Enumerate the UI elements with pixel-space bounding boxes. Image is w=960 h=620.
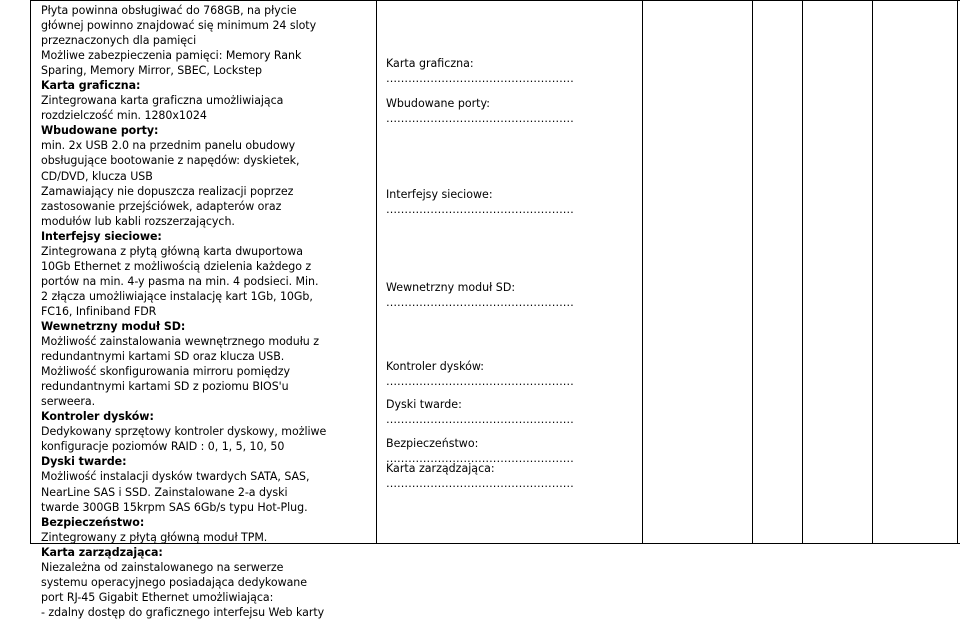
spec-line: 10Gb Ethernet z możliwością dzielenia każdego z <box>41 259 312 273</box>
spec-line: serweera. <box>41 395 96 409</box>
offer-field-label: Kontroler dysków: <box>386 360 484 373</box>
spec-line: systemu operacyjnego posiadająca dedykowane <box>41 575 308 589</box>
spec-line: obsługujące bootowanie z napędów: dyskietek, <box>41 154 300 168</box>
spec-line: przeznaczonych dla pamięci <box>41 34 197 48</box>
offer-field-fill[interactable]: …………………………………………… <box>386 296 574 309</box>
section-heading: Dyski twarde: <box>41 455 127 469</box>
offer-field-hard-disks <box>386 397 574 427</box>
offer-field-graphics <box>386 56 574 86</box>
offer-field-fill[interactable]: …………………………………………… <box>386 203 574 216</box>
section-heading: Interfejsy sieciowe: <box>41 229 162 243</box>
section-heading: Bezpieczeństwo: <box>41 515 145 529</box>
offer-field-label: Wewnetrzny moduł SD: <box>386 281 516 294</box>
spec-line: Zamawiający nie dopuszcza realizacji poprzez <box>41 184 294 198</box>
spec-line: CD/DVD, klucza USB <box>41 169 153 183</box>
spec-line: twarde 300GB 15krpm SAS 6Gb/s typu Hot-Plug. <box>41 500 308 514</box>
offer-field-label: Wbudowane porty: <box>386 97 490 110</box>
section-heading: Wbudowane porty: <box>41 124 159 138</box>
spec-line: Możliwość instalacji dysków twardych SATA, SAS, <box>41 470 310 484</box>
spec-line: Możliwe zabezpieczenia pamięci: Memory Rank <box>41 49 302 63</box>
spec-line: Niezależna od zainstalowanego na serwerze <box>41 560 284 574</box>
column-divider <box>376 0 377 544</box>
spec-line: redundantnymi kartami SD oraz klucza USB. <box>41 350 285 364</box>
offer-field-fill[interactable]: …………………………………………… <box>386 375 574 388</box>
offer-field-fill[interactable]: …………………………………………… <box>386 413 574 426</box>
offer-field-label: Karta graficzna: <box>386 57 474 70</box>
spec-line: port RJ-45 Gigabit Ethernet umożliwiająca: <box>41 590 274 604</box>
spec-line: Zintegrowana z płytą główną karta dwuportowa <box>41 244 303 258</box>
offer-field-label: Dyski twarde: <box>386 398 462 411</box>
requirements-column <box>41 3 373 620</box>
offer-field-management-card <box>386 461 574 491</box>
spec-line: FC16, Infiniband FDR <box>41 304 157 318</box>
table-border-left <box>30 0 31 544</box>
offer-field-fill[interactable]: …………………………………………… <box>386 477 574 490</box>
spec-line: NearLine SAS i SSD. Zainstalowane 2-a dyski <box>41 485 288 499</box>
offer-field-fill[interactable]: …………………………………………… <box>386 112 574 125</box>
spec-line: Sparing, Memory Mirror, SBEC, Lockstep <box>41 64 262 78</box>
spec-line: głównej powinno znajdować się minimum 24 sloty <box>41 19 317 33</box>
spec-line: Zintegrowana karta graficzna umożliwiająca <box>41 94 284 108</box>
table-border-right <box>957 0 958 544</box>
column-divider <box>642 0 643 544</box>
section-heading: Karta graficzna: <box>41 79 141 93</box>
spec-line: Dedykowany sprzętowy kontroler dyskowy, możliwe <box>41 425 327 439</box>
spec-line: Płyta powinna obsługiwać do 768GB, na płycie <box>41 4 297 17</box>
spec-line: modułów lub kabli rozszerzających. <box>41 214 235 228</box>
offer-field-label: Bezpieczeństwo: <box>386 437 479 450</box>
section-heading: Karta zarządzająca: <box>41 545 163 559</box>
section-heading: Wewnetrzny moduł SD: <box>41 319 186 333</box>
spec-line: zastosowanie przejściówek, adapterów oraz <box>41 199 282 213</box>
offer-field-ports <box>386 96 574 126</box>
offer-field-disk-controller <box>386 359 574 389</box>
section-heading: Kontroler dysków: <box>41 410 154 424</box>
offer-field-label: Interfejsy sieciowe: <box>386 188 493 201</box>
spec-line: min. 2x USB 2.0 na przednim panelu obudowy <box>41 139 296 153</box>
offer-field-label: Karta zarządzająca: <box>386 462 495 475</box>
column-divider <box>872 0 873 544</box>
table-border-top <box>30 0 960 1</box>
spec-line: Możliwość zainstalowania wewnętrznego modułu z <box>41 335 319 349</box>
spec-line: konfiguracje poziomów RAID : 0, 1, 5, 10, 50 <box>41 440 285 454</box>
spec-line: Możliwość skonfigurowania mirroru pomiędzy <box>41 365 291 379</box>
column-divider <box>802 0 803 544</box>
offer-field-fill[interactable]: …………………………………………… <box>386 72 574 85</box>
spec-line: Zintegrowany z płytą główną moduł TPM. <box>41 530 268 544</box>
offer-field-fill[interactable]: …………………………………………… <box>386 452 574 465</box>
spec-line: rozdzielczość min. 1280x1024 <box>41 109 207 123</box>
offer-field-sd-module <box>386 280 574 310</box>
spec-line: 2 złącza umożliwiające instalację kart 1Gb, 10Gb, <box>41 289 313 303</box>
spec-line: portów na min. 4-y pasma na min. 4 podsieci. Min. <box>41 274 319 288</box>
spec-line: - zdalny dostęp do graficznego interfejsu Web karty <box>41 605 325 619</box>
column-divider <box>752 0 753 544</box>
offer-field-network <box>386 187 574 217</box>
spec-line: redundantnymi kartami SD z poziomu BIOS'u <box>41 380 289 394</box>
